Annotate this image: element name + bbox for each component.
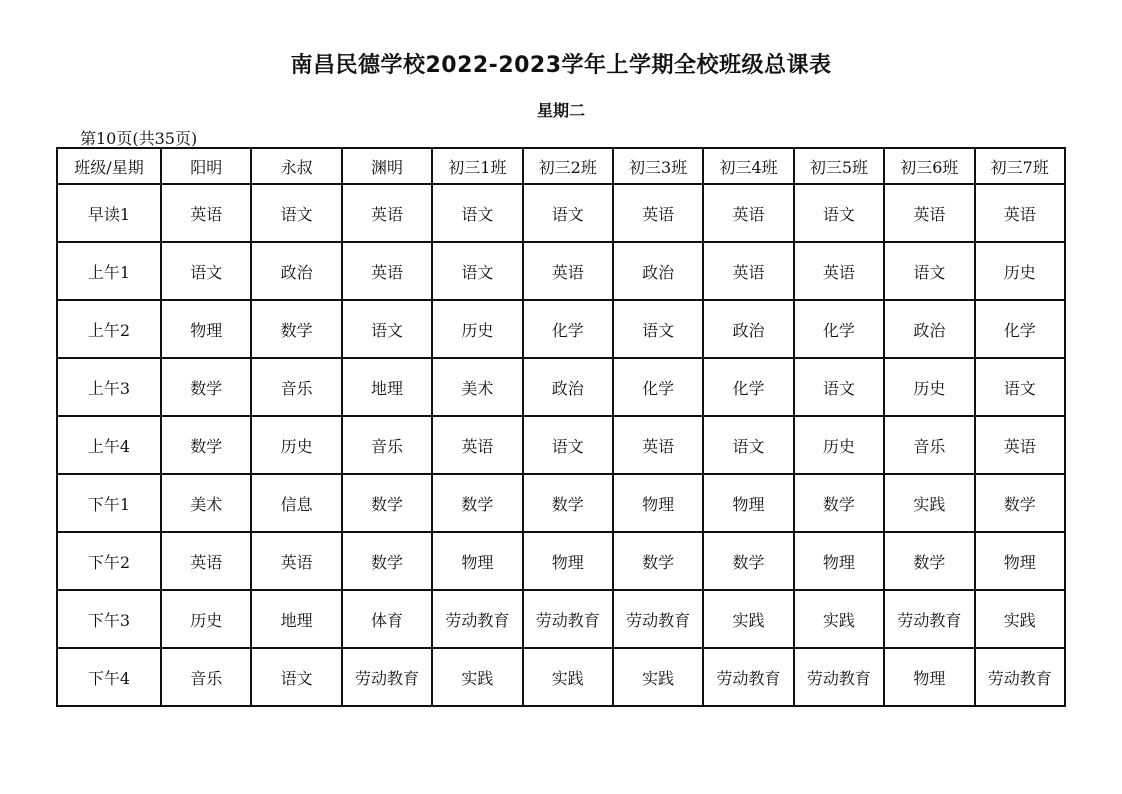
subject-cell: 劳动教育 [794, 648, 884, 706]
table-row [57, 648, 1065, 706]
subject-cell: 实践 [432, 648, 522, 706]
period-label-cell: 上午1 [57, 242, 161, 300]
subject-cell: 物理 [432, 532, 522, 590]
subject-cell: 英语 [251, 532, 341, 590]
subject-cell: 物理 [794, 532, 884, 590]
subject-cell: 数学 [161, 358, 251, 416]
subject-cell: 化学 [975, 300, 1065, 358]
subject-cell: 英语 [975, 184, 1065, 242]
subject-cell: 英语 [703, 184, 793, 242]
subject-cell: 历史 [884, 358, 974, 416]
subject-cell: 数学 [794, 474, 884, 532]
period-label-cell: 下午3 [57, 590, 161, 648]
period-label-cell: 下午4 [57, 648, 161, 706]
subject-cell: 语文 [794, 184, 884, 242]
subject-cell: 语文 [884, 242, 974, 300]
subject-cell: 政治 [251, 242, 341, 300]
subject-cell: 历史 [251, 416, 341, 474]
table-header [57, 148, 1065, 184]
subject-cell: 实践 [975, 590, 1065, 648]
subject-cell: 化学 [613, 358, 703, 416]
subject-cell: 劳动教育 [884, 590, 974, 648]
subject-cell: 化学 [703, 358, 793, 416]
subject-cell: 物理 [523, 532, 613, 590]
subject-cell: 历史 [432, 300, 522, 358]
table-row [57, 300, 1065, 358]
subject-cell: 劳动教育 [432, 590, 522, 648]
subject-cell: 实践 [884, 474, 974, 532]
table-row [57, 358, 1065, 416]
subject-cell: 语文 [161, 242, 251, 300]
subject-cell: 物理 [975, 532, 1065, 590]
period-label-cell: 上午4 [57, 416, 161, 474]
subject-cell: 语文 [342, 300, 432, 358]
subject-cell: 语文 [251, 184, 341, 242]
subject-cell: 语文 [613, 300, 703, 358]
subject-cell: 音乐 [884, 416, 974, 474]
subject-cell: 数学 [161, 416, 251, 474]
subject-cell: 劳动教育 [523, 590, 613, 648]
header-row [57, 148, 1065, 184]
header-class-cell: 初三6班 [884, 148, 974, 184]
subject-cell: 英语 [161, 532, 251, 590]
period-label-cell: 下午1 [57, 474, 161, 532]
subject-cell: 英语 [794, 242, 884, 300]
period-label-cell: 上午2 [57, 300, 161, 358]
subject-cell: 化学 [794, 300, 884, 358]
subject-cell: 政治 [523, 358, 613, 416]
subject-cell: 劳动教育 [703, 648, 793, 706]
schedule-table [56, 147, 1066, 707]
subject-cell: 数学 [613, 532, 703, 590]
subject-cell: 数学 [342, 474, 432, 532]
header-class-cell: 初三4班 [703, 148, 793, 184]
table-row [57, 242, 1065, 300]
subject-cell: 历史 [161, 590, 251, 648]
subject-cell: 语文 [251, 648, 341, 706]
subject-cell: 历史 [794, 416, 884, 474]
table-row [57, 184, 1065, 242]
header-class-cell: 初三2班 [523, 148, 613, 184]
subject-cell: 历史 [975, 242, 1065, 300]
subject-cell: 语文 [523, 416, 613, 474]
subject-cell: 美术 [432, 358, 522, 416]
subject-cell: 劳动教育 [342, 648, 432, 706]
header-class-cell: 初三5班 [794, 148, 884, 184]
subject-cell: 实践 [794, 590, 884, 648]
header-class-cell: 初三1班 [432, 148, 522, 184]
subject-cell: 实践 [523, 648, 613, 706]
header-class-cell: 渊明 [342, 148, 432, 184]
period-label-cell: 下午2 [57, 532, 161, 590]
subject-cell: 语文 [432, 242, 522, 300]
subject-cell: 英语 [613, 416, 703, 474]
subject-cell: 政治 [703, 300, 793, 358]
subject-cell: 数学 [884, 532, 974, 590]
subject-cell: 语文 [432, 184, 522, 242]
subject-cell: 地理 [342, 358, 432, 416]
subject-cell: 化学 [523, 300, 613, 358]
header-class-cell: 初三3班 [613, 148, 703, 184]
day-subtitle: 星期二 [536, 101, 585, 120]
subject-cell: 物理 [703, 474, 793, 532]
subject-cell: 英语 [161, 184, 251, 242]
subject-cell: 音乐 [251, 358, 341, 416]
header-corner-cell: 班级/星期 [57, 148, 161, 184]
subject-cell: 英语 [342, 184, 432, 242]
subject-cell: 地理 [251, 590, 341, 648]
period-label-cell: 早读1 [57, 184, 161, 242]
subject-cell: 美术 [161, 474, 251, 532]
table-row [57, 532, 1065, 590]
subject-cell: 语文 [703, 416, 793, 474]
subject-cell: 语文 [975, 358, 1065, 416]
subject-cell: 体育 [342, 590, 432, 648]
subject-cell: 劳动教育 [613, 590, 703, 648]
header-class-cell: 初三7班 [975, 148, 1065, 184]
subject-cell: 数学 [342, 532, 432, 590]
subject-cell: 数学 [432, 474, 522, 532]
subject-cell: 实践 [613, 648, 703, 706]
subject-cell: 英语 [523, 242, 613, 300]
table-row [57, 416, 1065, 474]
table-row [57, 590, 1065, 648]
subject-cell: 数学 [703, 532, 793, 590]
subject-cell: 英语 [342, 242, 432, 300]
subject-cell: 英语 [613, 184, 703, 242]
subject-cell: 信息 [251, 474, 341, 532]
subject-cell: 政治 [613, 242, 703, 300]
document-title: 南昌民德学校2022-2023学年上学期全校班级总课表 [290, 53, 832, 78]
subject-cell: 音乐 [161, 648, 251, 706]
subject-cell: 英语 [975, 416, 1065, 474]
subject-cell: 政治 [884, 300, 974, 358]
subject-cell: 语文 [523, 184, 613, 242]
subject-cell: 数学 [975, 474, 1065, 532]
subject-cell: 英语 [703, 242, 793, 300]
subject-cell: 数学 [523, 474, 613, 532]
subject-cell: 物理 [161, 300, 251, 358]
subject-cell: 物理 [884, 648, 974, 706]
table-row [57, 474, 1065, 532]
subject-cell: 英语 [432, 416, 522, 474]
subject-cell: 英语 [884, 184, 974, 242]
subject-cell: 音乐 [342, 416, 432, 474]
period-label-cell: 上午3 [57, 358, 161, 416]
table-body [57, 184, 1065, 706]
subject-cell: 实践 [703, 590, 793, 648]
page-info: 第10页(共35页) [80, 129, 198, 148]
header-class-cell: 永叔 [251, 148, 341, 184]
subject-cell: 劳动教育 [975, 648, 1065, 706]
subject-cell: 数学 [251, 300, 341, 358]
header-class-cell: 阳明 [161, 148, 251, 184]
subject-cell: 物理 [613, 474, 703, 532]
subject-cell: 语文 [794, 358, 884, 416]
